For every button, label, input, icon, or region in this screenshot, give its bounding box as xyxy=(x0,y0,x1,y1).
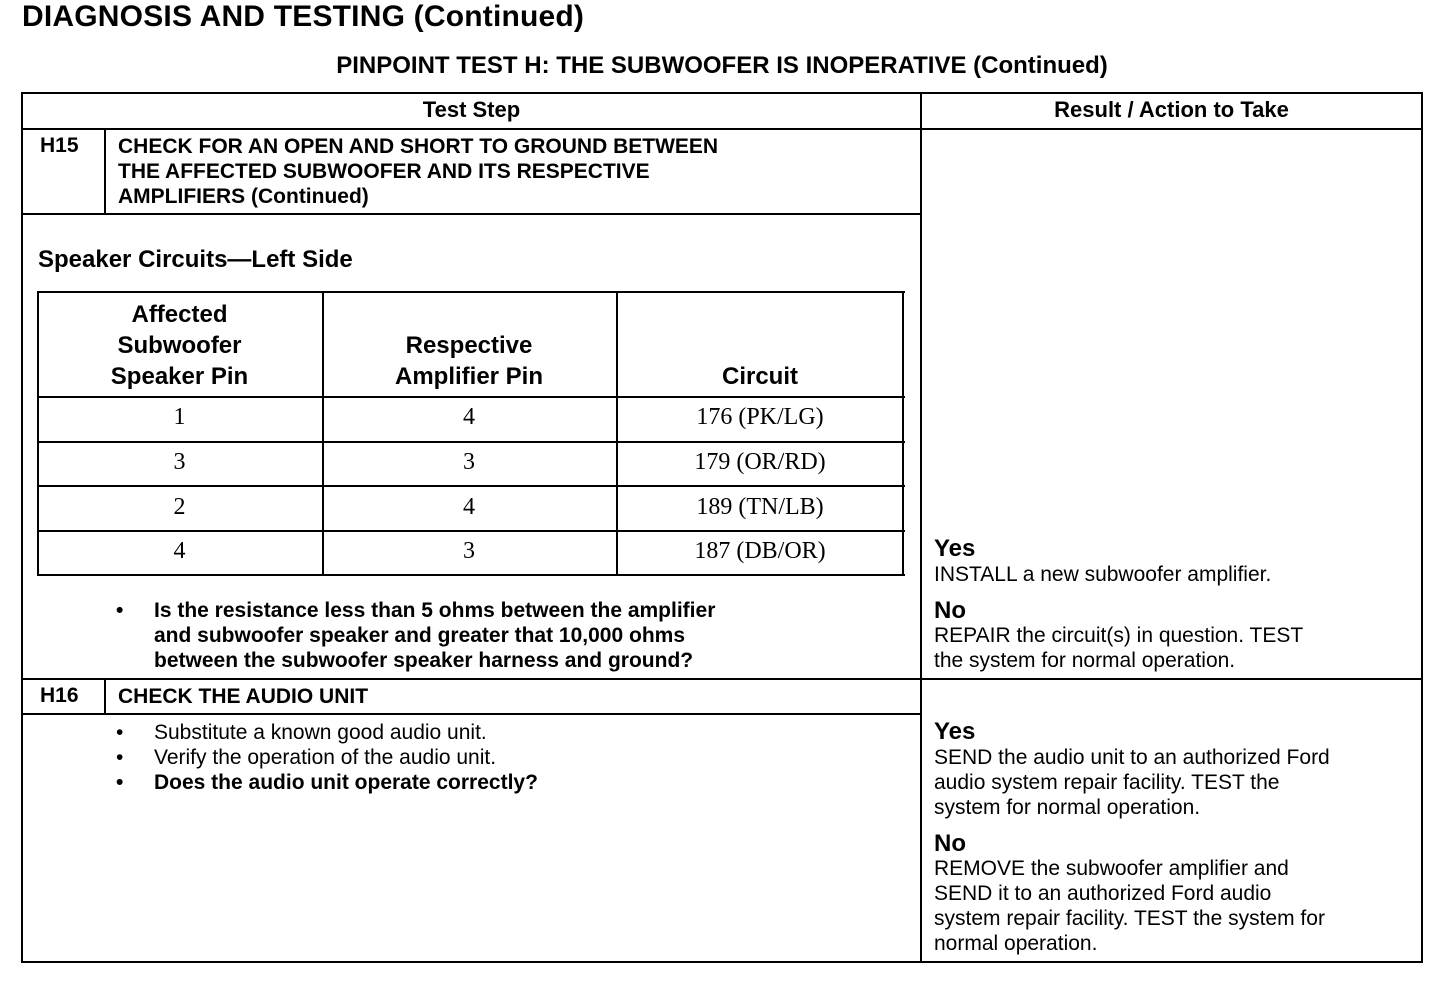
table-bottom-border xyxy=(21,961,1423,963)
inner-table-border xyxy=(902,291,904,576)
question-line: between the subwoofer speaker harness and ground? xyxy=(154,649,694,672)
action-line: REPAIR the circuit(s) in question. TEST xyxy=(934,624,1304,647)
table-right-border xyxy=(1421,92,1423,963)
table-cell: 187 (DB/OR) xyxy=(694,538,826,564)
table-cell: 176 (PK/LG) xyxy=(696,404,824,430)
column-header-circuit xyxy=(616,361,904,392)
action-line: system repair facility. TEST the system for xyxy=(934,907,1325,930)
question-line: Is the resistance less than 5 ohms between the amplifier xyxy=(154,599,716,622)
pinpoint-test-title: PINPOINT TEST H: THE SUBWOOFER IS INOPERATIVE (Continued) xyxy=(336,52,1108,79)
table-cell: 4 xyxy=(463,404,475,430)
bullet-item: Verify the operation of the audio unit. xyxy=(154,746,497,769)
header-line: Respective xyxy=(405,332,533,359)
action-line: system for normal operation. xyxy=(934,796,1201,819)
bullet-mark: • xyxy=(116,746,124,769)
h16-id-divider xyxy=(104,678,106,715)
action-line: INSTALL a new subwoofer amplifier. xyxy=(934,563,1272,586)
header-line: Speaker Pin xyxy=(110,363,249,390)
h15-title-divider xyxy=(21,213,922,215)
h16-title-divider xyxy=(21,713,922,715)
step-id-h16: H16 xyxy=(40,684,79,707)
h15-question xyxy=(116,598,896,674)
table-cell: 1 xyxy=(173,404,186,430)
table-cell: 3 xyxy=(463,449,475,475)
action-line: REMOVE the subwoofer amplifier and xyxy=(934,857,1289,880)
inner-table-border xyxy=(37,574,905,576)
h15-no-label: No xyxy=(934,597,966,624)
section-title: Speaker Circuits—Left Side xyxy=(38,246,353,273)
h15-yes-label: Yes xyxy=(934,535,976,562)
action-line: normal operation. xyxy=(934,932,1098,955)
inner-table-border xyxy=(37,530,905,532)
h15-yes-action xyxy=(934,562,1271,587)
question-line: and subwoofer speaker and greater that 10,000 ohms xyxy=(154,624,686,647)
h15-h16-divider xyxy=(21,678,1423,680)
h15-no-action xyxy=(934,623,1303,673)
bullet-mark: • xyxy=(116,771,124,794)
page-title: DIAGNOSIS AND TESTING (Continued) xyxy=(22,0,585,33)
column-header-speaker-pin xyxy=(37,299,322,392)
step-title-line: THE AFFECTED SUBWOOFER AND ITS RESPECTIVE xyxy=(118,160,650,183)
header-line: Subwoofer xyxy=(117,332,242,359)
h16-yes-action xyxy=(934,745,1330,820)
header-line: Circuit xyxy=(721,363,798,390)
h16-no-action xyxy=(934,856,1325,956)
table-cell: 4 xyxy=(463,494,475,520)
step-id-h15: H15 xyxy=(40,134,79,157)
table-cell: 179 (OR/RD) xyxy=(694,449,826,475)
step-title-h16: CHECK THE AUDIO UNIT xyxy=(118,685,369,708)
bullet-item: Substitute a known good audio unit. xyxy=(154,721,487,744)
table-cell: 4 xyxy=(173,538,186,564)
inner-table-border xyxy=(37,396,905,398)
table-cell: 3 xyxy=(173,449,186,475)
action-line: SEND it to an authorized Ford audio xyxy=(934,882,1272,905)
bullet-mark: • xyxy=(116,721,124,744)
inner-table-border xyxy=(37,441,905,443)
speaker-circuit-table xyxy=(37,291,905,577)
bullet-item: Does the audio unit operate correctly? xyxy=(154,771,538,794)
table-cell: 3 xyxy=(463,538,475,564)
h16-bullets xyxy=(116,720,896,800)
action-line: the system for normal operation. xyxy=(934,649,1236,672)
h16-yes-label: Yes xyxy=(934,718,976,745)
h16-no-label: No xyxy=(934,830,966,857)
table-cell: 189 (TN/LB) xyxy=(696,494,824,520)
column-header-test-step: Test Step xyxy=(422,97,521,122)
header-line: Amplifier Pin xyxy=(394,363,544,390)
inner-table-border xyxy=(37,485,905,487)
column-header-result: Result / Action to Take xyxy=(1054,97,1289,122)
bullet-mark: • xyxy=(116,599,124,622)
step-title-line: CHECK FOR AN OPEN AND SHORT TO GROUND BETWEEN xyxy=(118,135,719,158)
header-line: Affected xyxy=(131,301,228,328)
step-title-line: AMPLIFIERS (Continued) xyxy=(118,185,369,208)
h15-id-divider xyxy=(104,128,106,215)
action-line: audio system repair facility. TEST the xyxy=(934,771,1280,794)
action-line: SEND the audio unit to an authorized Ford xyxy=(934,746,1330,769)
inner-table-border xyxy=(616,291,618,576)
column-header-amplifier-pin xyxy=(322,330,616,392)
header-divider xyxy=(21,128,1423,130)
table-left-border xyxy=(21,92,23,963)
step-title-h15 xyxy=(118,134,718,209)
table-cell: 2 xyxy=(173,494,186,520)
inner-table-border xyxy=(37,291,905,293)
table-top-border xyxy=(21,92,1423,94)
column-divider xyxy=(920,92,922,963)
